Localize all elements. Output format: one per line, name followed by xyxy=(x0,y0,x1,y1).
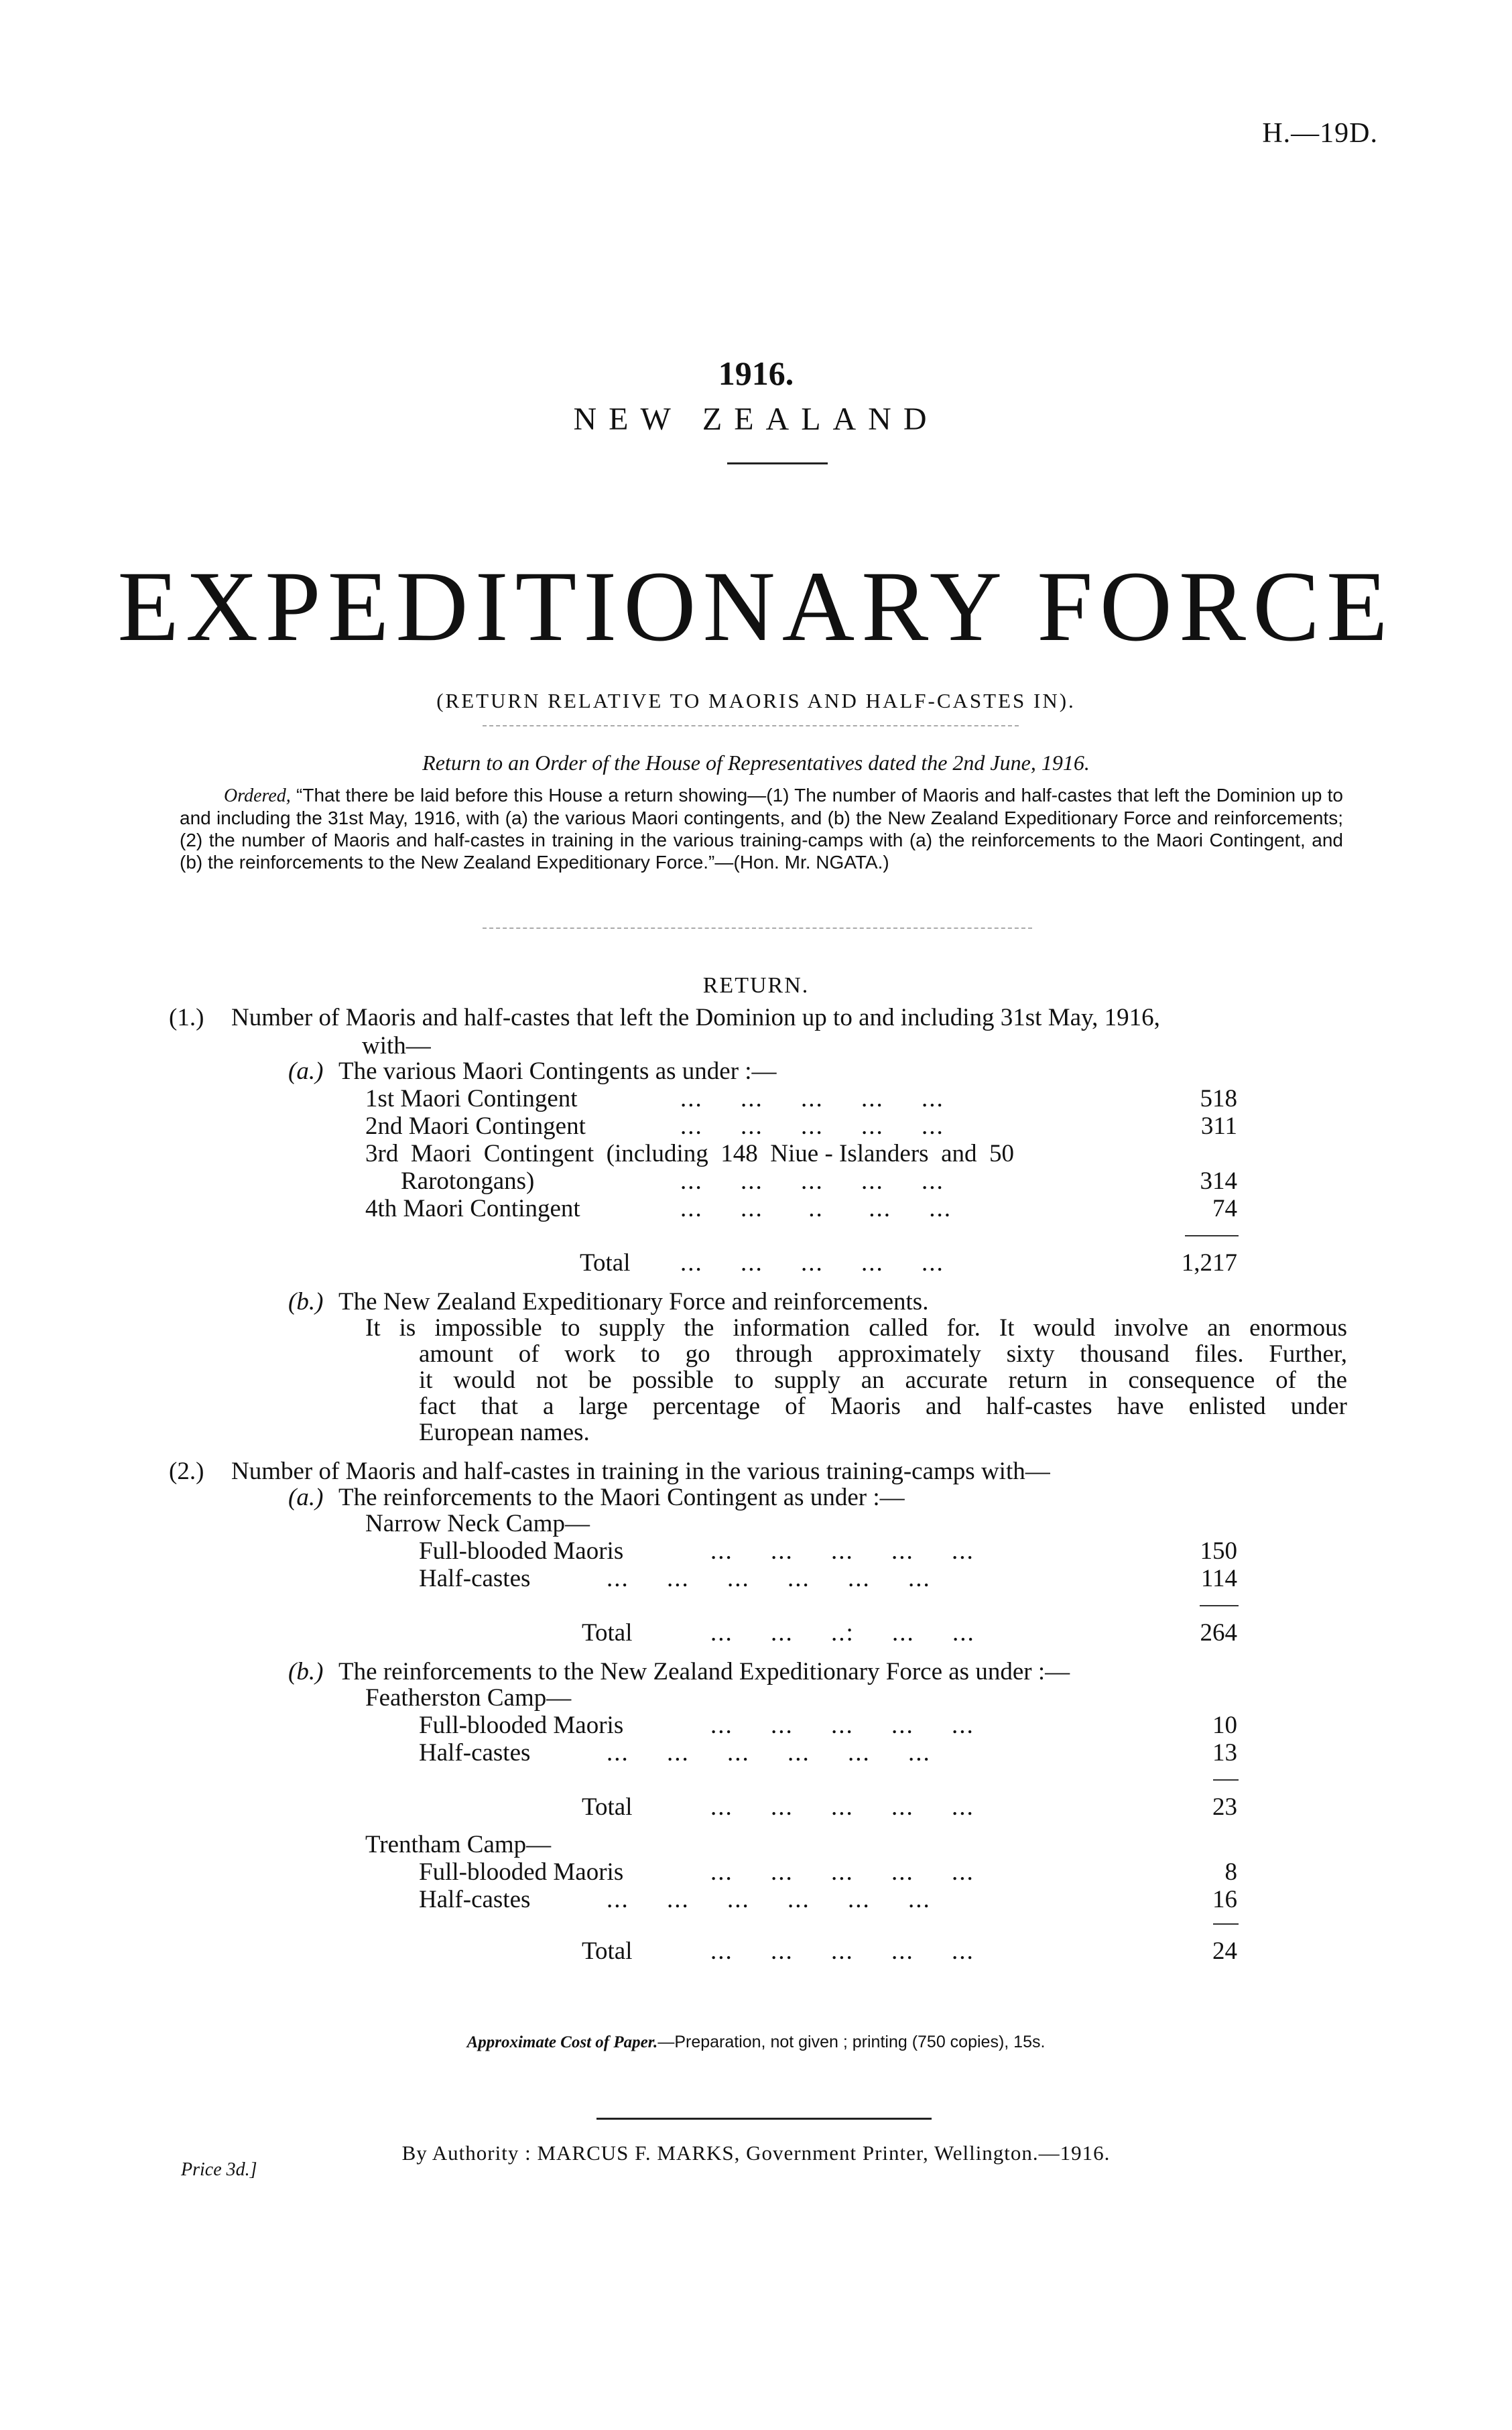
narrow-neck-half-value: 114 xyxy=(1200,1565,1237,1592)
sum-rule xyxy=(1200,1605,1239,1606)
trentham-camp: Trentham Camp— xyxy=(365,1831,552,1858)
leader-dots: ... ... ... ... ... xyxy=(710,1858,974,1886)
leader-dots: ... ... ... ... ... ... xyxy=(607,1739,931,1767)
narrow-neck-half-label: Half-castes xyxy=(419,1565,531,1592)
order-paragraph xyxy=(180,784,1343,873)
section-2-number: (2.) xyxy=(169,1458,204,1485)
leader-dots: ... ... ... ... ... xyxy=(680,1085,944,1112)
printer-authority: By Authority : MARCUS F. MARKS, Government Printer, Wellington.—1916. xyxy=(401,2141,1111,2165)
dashed-divider-top xyxy=(483,725,1019,726)
sum-rule xyxy=(1213,1923,1239,1925)
document-title: EXPEDITIONARY FORCE xyxy=(117,551,1395,662)
page-reference: H.—19D. xyxy=(1262,118,1378,149)
section-1b-number: (b.) xyxy=(288,1288,324,1316)
footer-divider xyxy=(596,2118,932,2120)
contingent-2-value: 311 xyxy=(1200,1112,1237,1140)
sum-rule xyxy=(1213,1779,1239,1781)
narrow-neck-total-label: Total xyxy=(582,1619,633,1647)
leader-dots: ... ... ... ... ... ... xyxy=(607,1886,931,1913)
return-label: RETURN. xyxy=(702,973,810,998)
leader-dots: ... ... ... ... ... xyxy=(710,1793,974,1821)
featherston-full-value: 10 xyxy=(1212,1712,1237,1739)
narrow-neck-total-value: 264 xyxy=(1200,1619,1237,1647)
contingent-3-label: 3rd Maori Contingent (including 148 Niue - Islanders and 50 xyxy=(365,1140,1014,1167)
order-text: “That there be laid before this House a return showing—(1) The number of Maoris and half-castes that left the Dominion up to and including the 31st May, 1916, with (a) the various Maori contingents, and (b) the New Zealand Expeditionary Force and reinforcements; (2) the number of Maoris and half-castes in training in the various training-camps with (a) the reinforcements to the Maori Contingent, and (b) the reinforcements to the New Zealand Expeditionary Force.”—(Hon. Mr. NGATA.) xyxy=(180,785,1344,873)
section-1b-para-line: amount of work to go through approximately sixty thousand files. Further, xyxy=(419,1340,1347,1368)
section-1b-para-line: It is impossible to supply the information called for. It would involve an enormous xyxy=(365,1314,1347,1342)
section-1b-para-line: it would not be possible to supply an accurate return in consequence of the xyxy=(419,1366,1347,1394)
section-1b-para-line: fact that a large percentage of Maoris and half-castes have enlisted under xyxy=(419,1393,1347,1420)
trentham-total-label: Total xyxy=(582,1937,633,1965)
section-1b-text: The New Zealand Expeditionary Force and reinforcements. xyxy=(338,1288,929,1316)
narrow-neck-full-value: 150 xyxy=(1200,1537,1237,1565)
document-subtitle: (RETURN RELATIVE TO MAORIS AND HALF-CASTES IN). xyxy=(436,689,1076,712)
contingent-3-label-cont: Rarotongans) xyxy=(401,1167,535,1195)
cost-text: —Preparation, not given ; printing (750 copies), 15s. xyxy=(657,2033,1046,2051)
sum-rule xyxy=(1185,1235,1239,1236)
contingent-3-value: 314 xyxy=(1200,1167,1237,1195)
featherston-total-value: 23 xyxy=(1212,1793,1237,1821)
featherston-half-value: 13 xyxy=(1212,1739,1237,1767)
trentham-total-value: 24 xyxy=(1212,1937,1237,1965)
leader-dots: ... ... ... ... ... xyxy=(710,1712,974,1739)
featherston-total-label: Total xyxy=(582,1793,633,1821)
contingent-2-label: 2nd Maori Contingent xyxy=(365,1112,586,1140)
section-1-text: Number of Maoris and half-castes that left the Dominion up to and including 31st May, 1916, xyxy=(231,1004,1160,1031)
trentham-full-value: 8 xyxy=(1224,1858,1237,1886)
country-heading: NEW ZEALAND xyxy=(573,401,939,437)
contingent-4-label: 4th Maori Contingent xyxy=(365,1195,580,1222)
leader-dots: ... ... ... ... ... xyxy=(680,1112,944,1140)
cost-of-paper xyxy=(0,2033,1512,2052)
contingents-total-value: 1,217 xyxy=(1181,1249,1237,1277)
section-1-number: (1.) xyxy=(169,1004,204,1031)
document-year: 1916. xyxy=(718,355,794,392)
section-2-text: Number of Maoris and half-castes in training in the various training-camps with— xyxy=(231,1458,1050,1485)
section-1a-text: The various Maori Contingents as under :— xyxy=(338,1058,777,1085)
contingent-1-label: 1st Maori Contingent xyxy=(365,1085,578,1112)
featherston-full-label: Full-blooded Maoris xyxy=(419,1712,624,1739)
trentham-full-label: Full-blooded Maoris xyxy=(419,1858,624,1886)
leader-dots: ... ... ... ... ... xyxy=(710,1937,974,1965)
featherston-half-label: Half-castes xyxy=(419,1739,531,1767)
leader-dots: ... ... ..: ... ... xyxy=(710,1619,975,1647)
contingent-1-value: 518 xyxy=(1200,1085,1237,1112)
narrow-neck-full-label: Full-blooded Maoris xyxy=(419,1537,624,1565)
section-1b-para-line: European names. xyxy=(419,1419,590,1446)
leader-dots: ... ... ... ... ... ... xyxy=(607,1565,931,1592)
narrow-neck-camp: Narrow Neck Camp— xyxy=(365,1510,590,1537)
trentham-half-label: Half-castes xyxy=(419,1886,531,1913)
section-1-text-cont: with— xyxy=(362,1032,431,1060)
leader-dots: ... ... ... ... ... xyxy=(710,1537,974,1565)
section-2b-text: The reinforcements to the New Zealand Expeditionary Force as under :— xyxy=(338,1658,1070,1685)
cost-label: Approximate Cost of Paper. xyxy=(466,2033,658,2051)
section-2a-number: (a.) xyxy=(288,1484,324,1511)
leader-dots: ... ... ... ... ... xyxy=(680,1167,944,1195)
trentham-half-value: 16 xyxy=(1212,1886,1237,1913)
return-order-heading: Return to an Order of the House of Representatives dated the 2nd June, 1916. xyxy=(422,751,1090,775)
ordered-label: Ordered, xyxy=(224,785,291,806)
section-2a-text: The reinforcements to the Maori Contingent as under :— xyxy=(338,1484,905,1511)
dashed-divider-bottom xyxy=(483,928,1032,929)
price-label: Price 3d.] xyxy=(181,2159,257,2180)
contingent-4-value: 74 xyxy=(1212,1195,1237,1222)
featherston-camp: Featherston Camp— xyxy=(365,1684,572,1712)
section-1a-number: (a.) xyxy=(288,1058,324,1085)
leader-dots: ... ... ... ... ... xyxy=(680,1249,944,1277)
section-2b-number: (b.) xyxy=(288,1658,324,1685)
leader-dots: ... ... .. ... ... xyxy=(680,1195,952,1222)
contingents-total-label: Total xyxy=(580,1249,631,1277)
title-divider xyxy=(727,462,828,464)
